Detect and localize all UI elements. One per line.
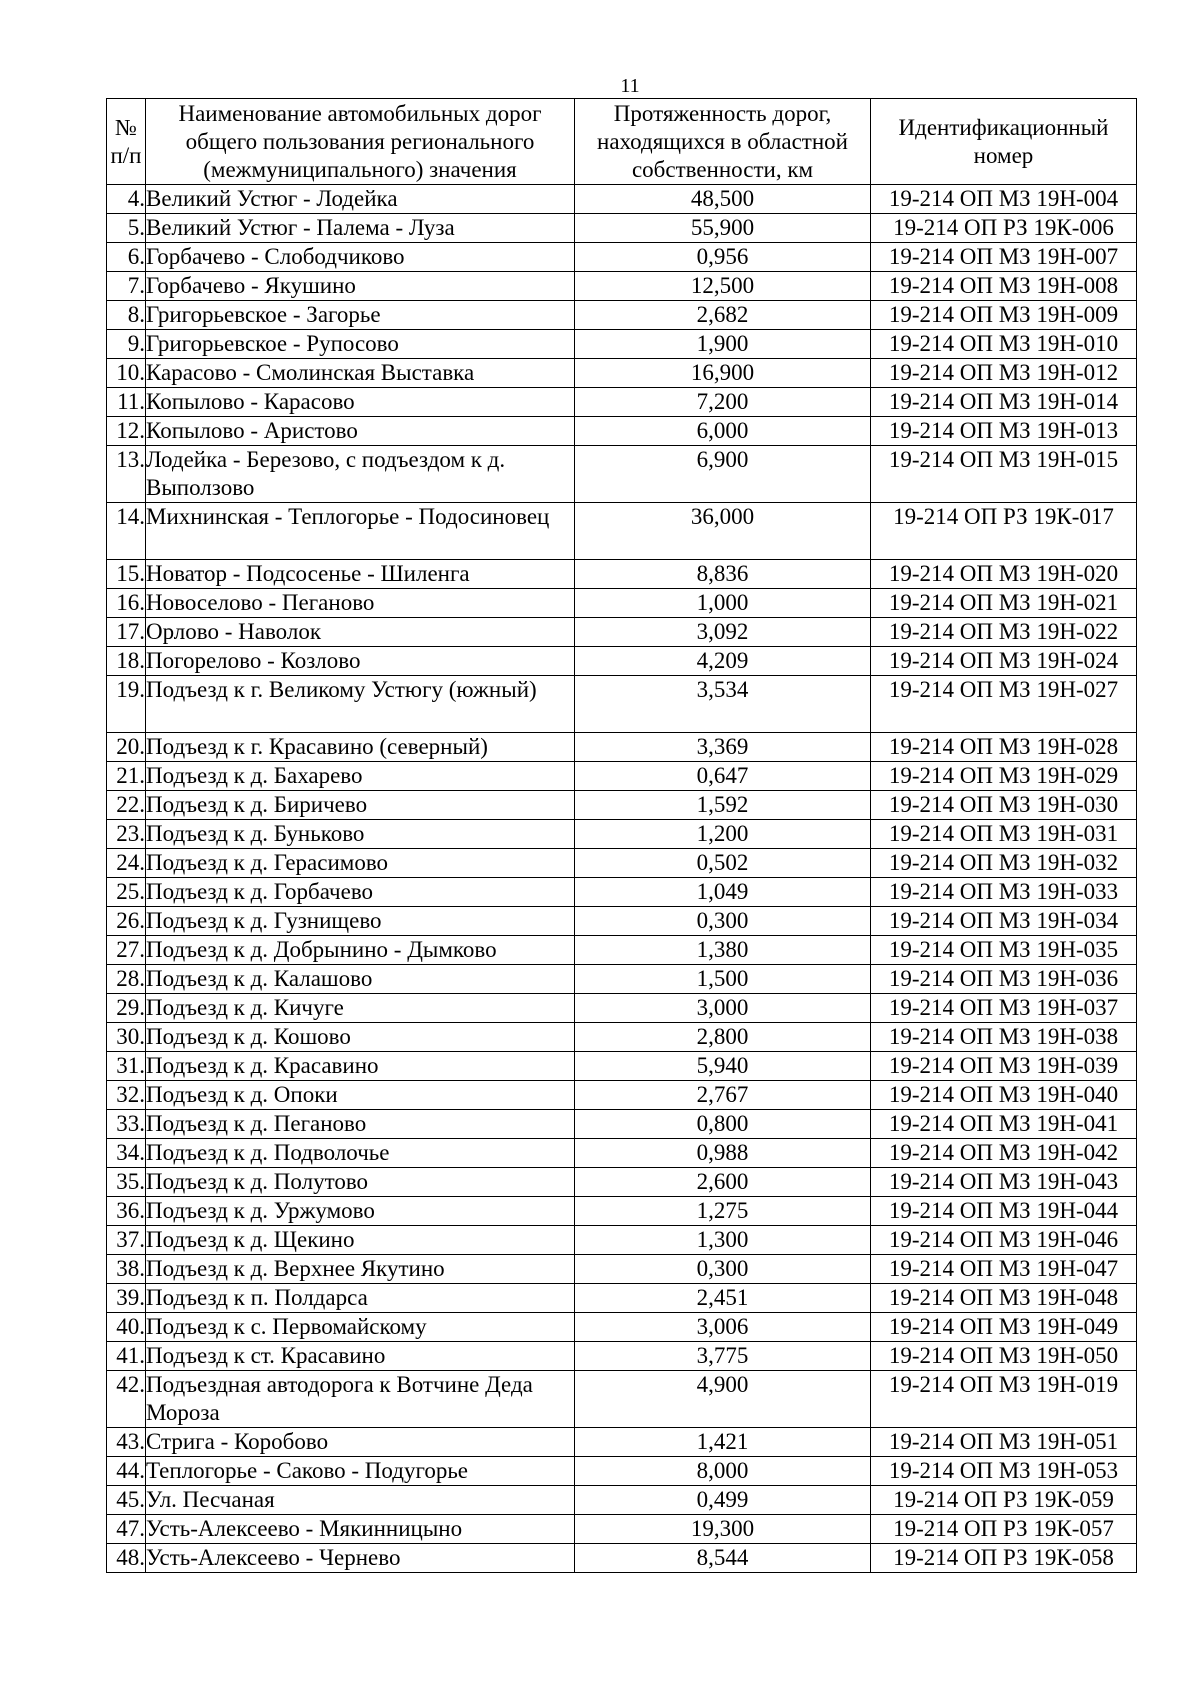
row-number: 43. [107, 1428, 146, 1457]
table-row [107, 1110, 1137, 1139]
table-row [107, 503, 1137, 560]
roads-table [106, 98, 1137, 1573]
road-name: Подъезд к д. Полутово [146, 1168, 575, 1197]
road-identification-number: 19-214 ОП МЗ 19Н-019 [871, 1371, 1137, 1428]
road-identification-number: 19-214 ОП РЗ 19К-057 [871, 1515, 1137, 1544]
road-identification-number: 19-214 ОП МЗ 19Н-008 [871, 272, 1137, 301]
road-identification-number: 19-214 ОП МЗ 19Н-009 [871, 301, 1137, 330]
road-identification-number: 19-214 ОП МЗ 19Н-022 [871, 618, 1137, 647]
row-number: 8. [107, 301, 146, 330]
row-number: 39. [107, 1284, 146, 1313]
table-row [107, 907, 1137, 936]
road-name: Подъезд к д. Красавино [146, 1052, 575, 1081]
road-length: 3,006 [575, 1313, 871, 1342]
road-length: 3,000 [575, 994, 871, 1023]
road-identification-number: 19-214 ОП МЗ 19Н-053 [871, 1457, 1137, 1486]
road-name: Подъезд к д. Горбачево [146, 878, 575, 907]
row-number: 26. [107, 907, 146, 936]
road-name: Орлово - Наволок [146, 618, 575, 647]
row-number: 24. [107, 849, 146, 878]
road-length: 2,451 [575, 1284, 871, 1313]
road-length: 3,369 [575, 733, 871, 762]
row-number: 30. [107, 1023, 146, 1052]
row-number: 16. [107, 589, 146, 618]
road-length: 0,300 [575, 1255, 871, 1284]
road-name: Подъезд к д. Буньково [146, 820, 575, 849]
row-number: 35. [107, 1168, 146, 1197]
road-name: Подъезд к д. Бахарево [146, 762, 575, 791]
table-header-row [107, 99, 1137, 185]
road-length: 5,940 [575, 1052, 871, 1081]
road-length: 6,900 [575, 446, 871, 503]
road-identification-number: 19-214 ОП МЗ 19Н-004 [871, 185, 1137, 214]
road-name: Теплогорье - Саково - Подугорье [146, 1457, 575, 1486]
road-length: 6,000 [575, 417, 871, 446]
row-number: 25. [107, 878, 146, 907]
row-number: 10. [107, 359, 146, 388]
road-name: Подъезд к д. Кошово [146, 1023, 575, 1052]
road-length: 0,800 [575, 1110, 871, 1139]
row-number: 47. [107, 1515, 146, 1544]
road-length: 2,800 [575, 1023, 871, 1052]
road-length: 0,956 [575, 243, 871, 272]
road-name: Подъезд к д. Опоки [146, 1081, 575, 1110]
table-row [107, 1197, 1137, 1226]
road-name: Усть-Алексеево - Чернево [146, 1544, 575, 1573]
road-identification-number: 19-214 ОП МЗ 19Н-015 [871, 446, 1137, 503]
table-row [107, 214, 1137, 243]
road-name: Лодейка - Березово, с подъездом к д. Выползово [146, 446, 575, 503]
road-identification-number: 19-214 ОП МЗ 19Н-014 [871, 388, 1137, 417]
road-identification-number: 19-214 ОП МЗ 19Н-037 [871, 994, 1137, 1023]
road-length: 3,775 [575, 1342, 871, 1371]
row-number: 12. [107, 417, 146, 446]
table-row [107, 1255, 1137, 1284]
row-number: 23. [107, 820, 146, 849]
road-name: Михнинская - Теплогорье - Подосиновец [146, 503, 575, 560]
road-name: Копылово - Аристово [146, 417, 575, 446]
road-name: Погорелово - Козлово [146, 647, 575, 676]
road-identification-number: 19-214 ОП МЗ 19Н-036 [871, 965, 1137, 994]
row-number: 19. [107, 676, 146, 733]
row-number: 45. [107, 1486, 146, 1515]
road-identification-number: 19-214 ОП МЗ 19Н-042 [871, 1139, 1137, 1168]
road-length: 3,092 [575, 618, 871, 647]
road-length: 19,300 [575, 1515, 871, 1544]
road-name: Горбачево - Якушино [146, 272, 575, 301]
table-row [107, 965, 1137, 994]
road-identification-number: 19-214 ОП МЗ 19Н-049 [871, 1313, 1137, 1342]
road-name: Подъезд к д. Верхнее Якутино [146, 1255, 575, 1284]
road-name: Григорьевское - Загорье [146, 301, 575, 330]
road-length: 1,200 [575, 820, 871, 849]
table-row [107, 762, 1137, 791]
row-number: 22. [107, 791, 146, 820]
road-identification-number: 19-214 ОП МЗ 19Н-044 [871, 1197, 1137, 1226]
road-length: 1,000 [575, 589, 871, 618]
row-number: 38. [107, 1255, 146, 1284]
road-name: Подъезд к г. Красавино (северный) [146, 733, 575, 762]
row-number: 48. [107, 1544, 146, 1573]
row-number: 37. [107, 1226, 146, 1255]
row-number: 14. [107, 503, 146, 560]
row-number: 11. [107, 388, 146, 417]
road-length: 0,647 [575, 762, 871, 791]
row-number: 44. [107, 1457, 146, 1486]
road-identification-number: 19-214 ОП МЗ 19Н-027 [871, 676, 1137, 733]
road-name: Копылово - Карасово [146, 388, 575, 417]
road-identification-number: 19-214 ОП МЗ 19Н-030 [871, 791, 1137, 820]
row-number: 15. [107, 560, 146, 589]
road-length: 4,900 [575, 1371, 871, 1428]
road-length: 1,300 [575, 1226, 871, 1255]
road-length: 4,209 [575, 647, 871, 676]
road-length: 0,502 [575, 849, 871, 878]
row-number: 32. [107, 1081, 146, 1110]
road-identification-number: 19-214 ОП МЗ 19Н-033 [871, 878, 1137, 907]
table-row [107, 676, 1137, 733]
table-row [107, 1168, 1137, 1197]
road-length: 0,300 [575, 907, 871, 936]
table-row [107, 849, 1137, 878]
header-identification-number: Идентификационный номер [871, 99, 1137, 185]
table-row [107, 878, 1137, 907]
road-length: 2,767 [575, 1081, 871, 1110]
road-identification-number: 19-214 ОП РЗ 19К-006 [871, 214, 1137, 243]
road-length: 1,900 [575, 330, 871, 359]
table-row [107, 1313, 1137, 1342]
table-row [107, 936, 1137, 965]
road-name: Ул. Песчаная [146, 1486, 575, 1515]
table-row [107, 388, 1137, 417]
road-name: Подъезд к с. Первомайскому [146, 1313, 575, 1342]
row-number: 42. [107, 1371, 146, 1428]
row-number: 40. [107, 1313, 146, 1342]
road-length: 48,500 [575, 185, 871, 214]
road-length: 1,592 [575, 791, 871, 820]
road-name: Карасово - Смолинская Выставка [146, 359, 575, 388]
road-identification-number: 19-214 ОП МЗ 19Н-032 [871, 849, 1137, 878]
table-row [107, 359, 1137, 388]
row-number: 7. [107, 272, 146, 301]
road-length: 2,682 [575, 301, 871, 330]
road-identification-number: 19-214 ОП МЗ 19Н-034 [871, 907, 1137, 936]
road-length: 55,900 [575, 214, 871, 243]
road-name: Стрига - Коробово [146, 1428, 575, 1457]
row-number: 36. [107, 1197, 146, 1226]
table-row [107, 1052, 1137, 1081]
road-name: Подъезд к д. Гузнищево [146, 907, 575, 936]
row-number: 27. [107, 936, 146, 965]
road-identification-number: 19-214 ОП МЗ 19Н-035 [871, 936, 1137, 965]
road-name: Подъезд к д. Добрынино - Дымково [146, 936, 575, 965]
row-number: 13. [107, 446, 146, 503]
table-row [107, 994, 1137, 1023]
road-name: Подъездная автодорога к Вотчине Деда Мороза [146, 1371, 575, 1428]
table-row [107, 1486, 1137, 1515]
road-name: Подъезд к д. Щекино [146, 1226, 575, 1255]
road-identification-number: 19-214 ОП МЗ 19Н-046 [871, 1226, 1137, 1255]
table-row [107, 301, 1137, 330]
road-length: 0,499 [575, 1486, 871, 1515]
road-identification-number: 19-214 ОП МЗ 19Н-039 [871, 1052, 1137, 1081]
table-row [107, 1457, 1137, 1486]
header-road-name: Наименование автомобильных дорог общего пользования регионального (межмуниципального) значения [146, 99, 575, 185]
road-identification-number: 19-214 ОП РЗ 19К-058 [871, 1544, 1137, 1573]
road-identification-number: 19-214 ОП МЗ 19Н-012 [871, 359, 1137, 388]
road-length: 8,544 [575, 1544, 871, 1573]
row-number: 6. [107, 243, 146, 272]
road-length: 0,988 [575, 1139, 871, 1168]
road-length: 1,500 [575, 965, 871, 994]
table-row [107, 1284, 1137, 1313]
road-identification-number: 19-214 ОП МЗ 19Н-020 [871, 560, 1137, 589]
road-length: 7,200 [575, 388, 871, 417]
road-identification-number: 19-214 ОП МЗ 19Н-048 [871, 1284, 1137, 1313]
road-name: Новатор - Подсосенье - Шиленга [146, 560, 575, 589]
table-row [107, 330, 1137, 359]
row-number: 28. [107, 965, 146, 994]
table-row [107, 1371, 1137, 1428]
road-name: Великий Устюг - Палема - Луза [146, 214, 575, 243]
road-identification-number: 19-214 ОП РЗ 19К-017 [871, 503, 1137, 560]
road-identification-number: 19-214 ОП МЗ 19Н-024 [871, 647, 1137, 676]
road-length: 1,421 [575, 1428, 871, 1457]
road-name: Подъезд к д. Биричево [146, 791, 575, 820]
row-number: 20. [107, 733, 146, 762]
row-number: 18. [107, 647, 146, 676]
road-name: Горбачево - Слободчиково [146, 243, 575, 272]
road-length: 36,000 [575, 503, 871, 560]
table-row [107, 1226, 1137, 1255]
table-row [107, 243, 1137, 272]
road-length: 1,049 [575, 878, 871, 907]
road-name: Усть-Алексеево - Мякинницыно [146, 1515, 575, 1544]
table-row [107, 560, 1137, 589]
row-number: 33. [107, 1110, 146, 1139]
road-length: 8,836 [575, 560, 871, 589]
road-identification-number: 19-214 ОП МЗ 19Н-013 [871, 417, 1137, 446]
table-row [107, 733, 1137, 762]
road-identification-number: 19-214 ОП МЗ 19Н-038 [871, 1023, 1137, 1052]
table-row [107, 1428, 1137, 1457]
road-name: Подъезд к д. Пеганово [146, 1110, 575, 1139]
row-number: 34. [107, 1139, 146, 1168]
table-row [107, 1515, 1137, 1544]
road-length: 12,500 [575, 272, 871, 301]
road-name: Подъезд к д. Уржумово [146, 1197, 575, 1226]
row-number: 17. [107, 618, 146, 647]
table-row [107, 820, 1137, 849]
road-name: Подъезд к д. Подволочье [146, 1139, 575, 1168]
table-row [107, 185, 1137, 214]
row-number: 4. [107, 185, 146, 214]
table-row [107, 1544, 1137, 1573]
road-identification-number: 19-214 ОП МЗ 19Н-007 [871, 243, 1137, 272]
road-identification-number: 19-214 ОП МЗ 19Н-031 [871, 820, 1137, 849]
table-row [107, 618, 1137, 647]
row-number: 21. [107, 762, 146, 791]
road-length: 1,380 [575, 936, 871, 965]
road-length: 3,534 [575, 676, 871, 733]
road-name: Новоселово - Пеганово [146, 589, 575, 618]
table-row [107, 446, 1137, 503]
table-row [107, 1023, 1137, 1052]
road-name: Великий Устюг - Лодейка [146, 185, 575, 214]
row-number: 29. [107, 994, 146, 1023]
row-number: 31. [107, 1052, 146, 1081]
road-name: Подъезд к д. Калашово [146, 965, 575, 994]
table-row [107, 1081, 1137, 1110]
page-number: 11 [620, 75, 640, 97]
road-identification-number: 19-214 ОП РЗ 19К-059 [871, 1486, 1137, 1515]
road-identification-number: 19-214 ОП МЗ 19Н-050 [871, 1342, 1137, 1371]
road-identification-number: 19-214 ОП МЗ 19Н-010 [871, 330, 1137, 359]
header-number: № п/п [107, 99, 146, 185]
road-identification-number: 19-214 ОП МЗ 19Н-047 [871, 1255, 1137, 1284]
table-row [107, 417, 1137, 446]
road-length: 2,600 [575, 1168, 871, 1197]
row-number: 41. [107, 1342, 146, 1371]
table-row [107, 589, 1137, 618]
road-name: Подъезд к д. Герасимово [146, 849, 575, 878]
table-row [107, 272, 1137, 301]
road-name: Григорьевское - Рупосово [146, 330, 575, 359]
road-identification-number: 19-214 ОП МЗ 19Н-041 [871, 1110, 1137, 1139]
road-name: Подъезд к г. Великому Устюгу (южный) [146, 676, 575, 733]
road-identification-number: 19-214 ОП МЗ 19Н-051 [871, 1428, 1137, 1457]
road-identification-number: 19-214 ОП МЗ 19Н-021 [871, 589, 1137, 618]
road-name: Подъезд к ст. Красавино [146, 1342, 575, 1371]
road-length: 16,900 [575, 359, 871, 388]
table-row [107, 1342, 1137, 1371]
road-identification-number: 19-214 ОП МЗ 19Н-028 [871, 733, 1137, 762]
row-number: 5. [107, 214, 146, 243]
road-identification-number: 19-214 ОП МЗ 19Н-043 [871, 1168, 1137, 1197]
road-name: Подъезд к п. Полдарса [146, 1284, 575, 1313]
road-length: 1,275 [575, 1197, 871, 1226]
road-identification-number: 19-214 ОП МЗ 19Н-029 [871, 762, 1137, 791]
road-identification-number: 19-214 ОП МЗ 19Н-040 [871, 1081, 1137, 1110]
row-number: 9. [107, 330, 146, 359]
table-row [107, 791, 1137, 820]
header-length: Протяженность дорог, находящихся в областной собственности, км [575, 99, 871, 185]
table-row [107, 1139, 1137, 1168]
road-name: Подъезд к д. Кичуге [146, 994, 575, 1023]
table-row [107, 647, 1137, 676]
road-length: 8,000 [575, 1457, 871, 1486]
